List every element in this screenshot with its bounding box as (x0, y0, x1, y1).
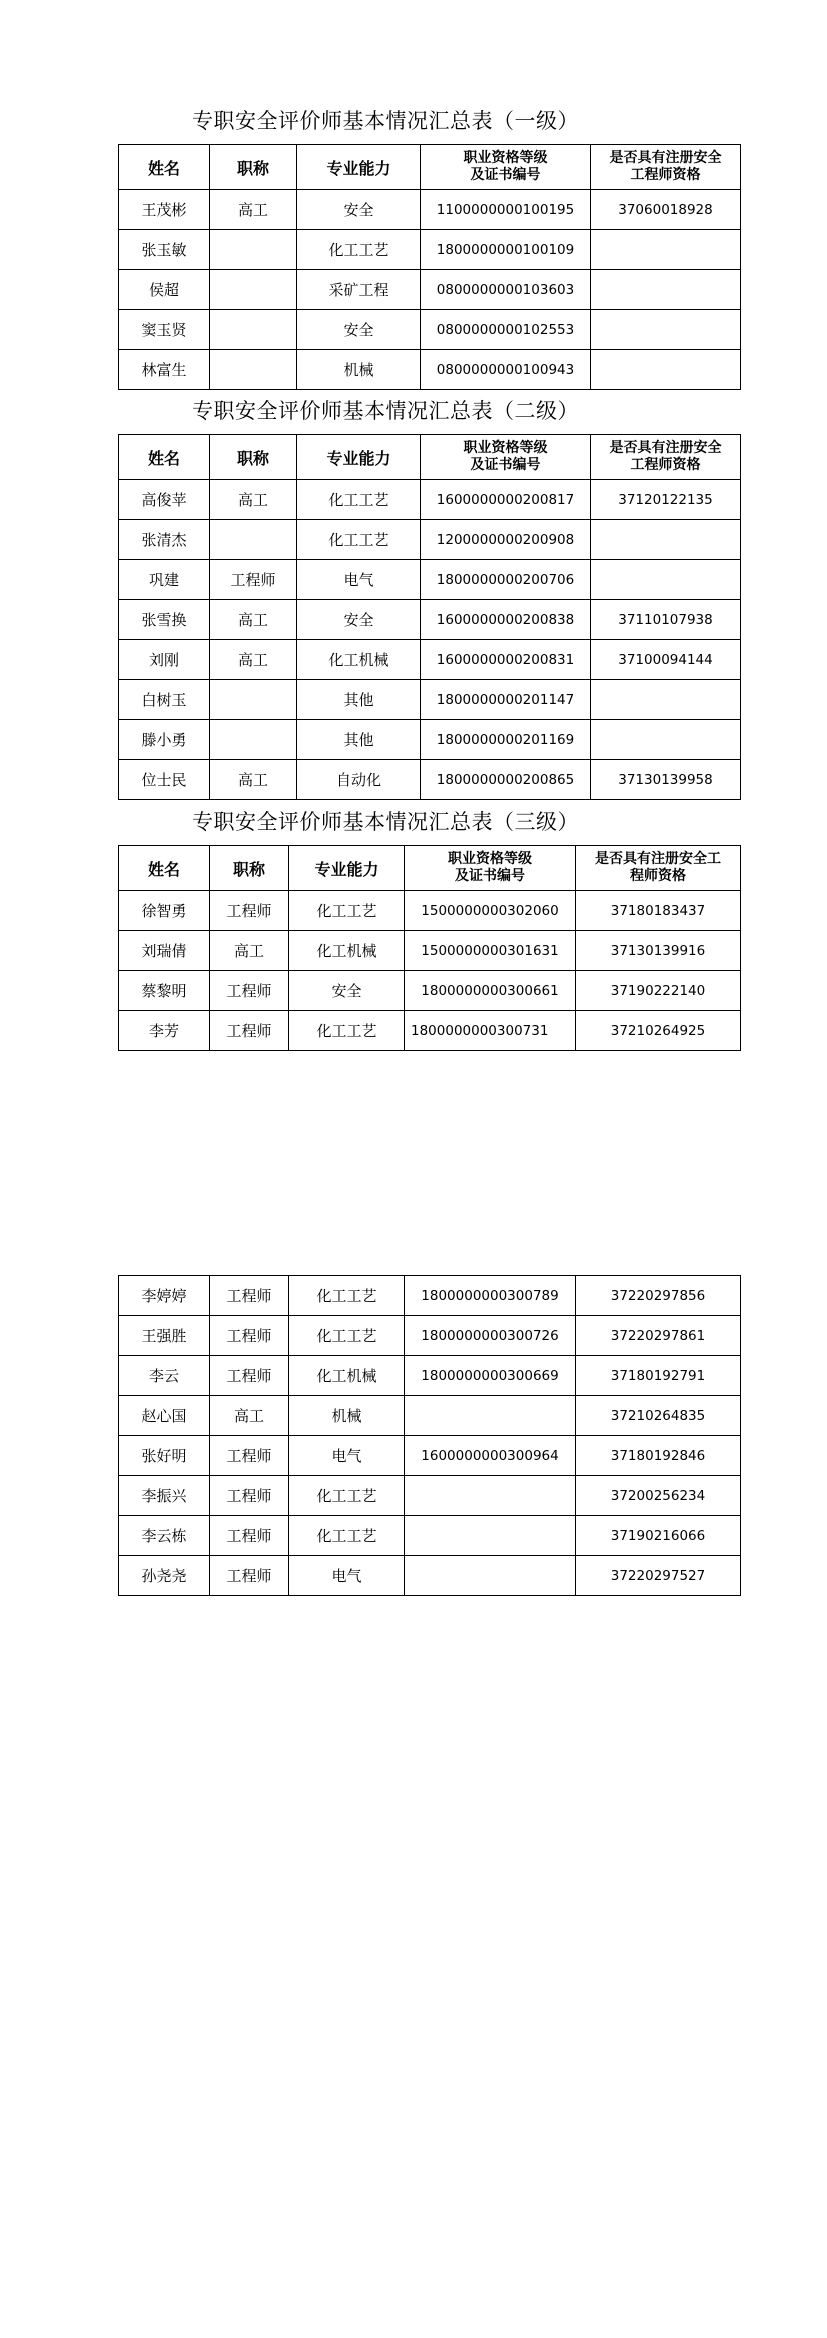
table3-container (118, 845, 740, 1051)
cell-ability: 机械 (297, 350, 421, 390)
cell-ability: 其他 (297, 680, 421, 720)
cell-name: 刘瑞倩 (119, 931, 210, 971)
header-registered-line2: 工程师资格 (630, 457, 701, 473)
cell-name: 滕小勇 (119, 720, 210, 760)
cell-name: 李振兴 (119, 1476, 210, 1516)
cell-ability: 安全 (289, 971, 405, 1011)
cell-title: 高工 (210, 760, 297, 800)
cell-cert (405, 1516, 576, 1556)
table-row (119, 600, 741, 640)
cell-title: 工程师 (210, 1356, 289, 1396)
table1 (118, 144, 741, 390)
table-row (119, 310, 741, 350)
header-registered (591, 145, 741, 190)
table-row (119, 1436, 741, 1476)
cell-title (210, 230, 297, 270)
cell-ability: 化工机械 (289, 1356, 405, 1396)
cell-name: 高俊苹 (119, 480, 210, 520)
cell-cert: 1600000000200831 (421, 640, 591, 680)
table-row (119, 350, 741, 390)
cell-name: 侯超 (119, 270, 210, 310)
cell-title: 工程师 (210, 1516, 289, 1556)
cell-cert: 1800000000100109 (421, 230, 591, 270)
cell-name: 李芳 (119, 1011, 210, 1051)
cell-name: 张雪换 (119, 600, 210, 640)
cell-cert: 1800000000201147 (421, 680, 591, 720)
cell-registered (591, 520, 741, 560)
cell-ability: 化工工艺 (289, 1316, 405, 1356)
cell-title: 高工 (210, 931, 289, 971)
table-row (119, 891, 741, 931)
header-registered (591, 435, 741, 480)
cell-name: 李云 (119, 1356, 210, 1396)
cell-cert: 1800000000300731 (405, 1011, 576, 1051)
cell-registered: 37210264925 (576, 1011, 741, 1051)
cell-ability: 安全 (297, 190, 421, 230)
cell-registered: 37190216066 (576, 1516, 741, 1556)
cell-ability: 化工机械 (297, 640, 421, 680)
cell-ability: 化工工艺 (289, 1516, 405, 1556)
cell-registered: 37200256234 (576, 1476, 741, 1516)
cell-cert: 1500000000301631 (405, 931, 576, 971)
cell-cert: 0800000000102553 (421, 310, 591, 350)
table-row (119, 520, 741, 560)
table2-title: 专职安全评价师基本情况汇总表（二级） (192, 399, 579, 423)
header-registered-line1: 是否具有注册安全 (609, 150, 722, 166)
header-registered-line2: 工程师资格 (630, 167, 701, 183)
cell-registered: 37110107938 (591, 600, 741, 640)
cell-ability: 化工工艺 (297, 230, 421, 270)
table-row (119, 680, 741, 720)
table-row (119, 480, 741, 520)
cell-registered: 37190222140 (576, 971, 741, 1011)
cell-title: 工程师 (210, 1011, 289, 1051)
cell-ability: 化工工艺 (297, 480, 421, 520)
cell-title: 工程师 (210, 971, 289, 1011)
header-cert-line1: 职业资格等级 (463, 150, 548, 166)
cell-cert: 1800000000300789 (405, 1276, 576, 1316)
cell-registered (591, 560, 741, 600)
cell-cert: 1800000000200865 (421, 760, 591, 800)
header-registered-line2: 程师资格 (630, 868, 686, 884)
cell-ability: 化工工艺 (289, 1276, 405, 1316)
header-cert-line1: 职业资格等级 (463, 440, 548, 456)
cell-cert: 0800000000103603 (421, 270, 591, 310)
cell-registered (591, 350, 741, 390)
cell-registered (591, 310, 741, 350)
header-registered-line1: 是否具有注册安全 (609, 440, 722, 456)
cell-name: 王强胜 (119, 1316, 210, 1356)
cell-registered (591, 230, 741, 270)
cell-title: 工程师 (210, 1276, 289, 1316)
cell-cert: 1800000000200706 (421, 560, 591, 600)
cell-title (210, 520, 297, 560)
cell-cert: 1600000000300964 (405, 1436, 576, 1476)
cell-ability: 电气 (289, 1436, 405, 1476)
cell-cert: 1800000000300726 (405, 1316, 576, 1356)
cell-cert: 1500000000302060 (405, 891, 576, 931)
cell-name: 李婷婷 (119, 1276, 210, 1316)
table-row (119, 1356, 741, 1396)
header-cert (405, 846, 576, 891)
cell-name: 张清杰 (119, 520, 210, 560)
header-cert (421, 145, 591, 190)
table4-container (118, 1275, 740, 1596)
cell-registered: 37130139916 (576, 931, 741, 971)
header-cert-line1: 职业资格等级 (448, 851, 532, 867)
table1-container (118, 144, 740, 390)
cell-title: 工程师 (210, 560, 297, 600)
cell-cert: 1800000000300661 (405, 971, 576, 1011)
cell-ability: 化工工艺 (289, 1476, 405, 1516)
cell-cert (405, 1396, 576, 1436)
cell-title: 工程师 (210, 1556, 289, 1596)
cell-registered: 37220297861 (576, 1316, 741, 1356)
cell-title: 工程师 (210, 1436, 289, 1476)
cell-title: 高工 (210, 600, 297, 640)
cell-registered (591, 270, 741, 310)
header-name: 姓名 (119, 435, 210, 480)
table-row (119, 1276, 741, 1316)
cell-name: 白树玉 (119, 680, 210, 720)
cell-cert (405, 1476, 576, 1516)
cell-title: 工程师 (210, 1476, 289, 1516)
table-row (119, 1556, 741, 1596)
cell-title: 工程师 (210, 1316, 289, 1356)
table2-container (118, 434, 740, 800)
cell-ability: 化工工艺 (289, 891, 405, 931)
cell-title (210, 720, 297, 760)
header-name: 姓名 (119, 846, 210, 891)
cell-registered: 37220297856 (576, 1276, 741, 1316)
cell-ability: 化工机械 (289, 931, 405, 971)
header-title: 职称 (210, 846, 289, 891)
table-row (119, 971, 741, 1011)
header-cert-line2: 及证书编号 (455, 868, 525, 884)
cell-cert: 1200000000200908 (421, 520, 591, 560)
cell-title: 高工 (210, 480, 297, 520)
cell-registered: 37120122135 (591, 480, 741, 520)
cell-ability: 安全 (297, 600, 421, 640)
cell-registered: 37220297527 (576, 1556, 741, 1596)
cell-ability: 化工工艺 (297, 520, 421, 560)
header-cert (421, 435, 591, 480)
cell-title (210, 680, 297, 720)
header-registered-line1: 是否具有注册安全工 (595, 851, 721, 867)
cell-ability: 机械 (289, 1396, 405, 1436)
cell-name: 徐智勇 (119, 891, 210, 931)
cell-registered: 37130139958 (591, 760, 741, 800)
cell-name: 王茂彬 (119, 190, 210, 230)
cell-registered: 37060018928 (591, 190, 741, 230)
cell-name: 刘刚 (119, 640, 210, 680)
cell-registered: 37210264835 (576, 1396, 741, 1436)
cell-name: 林富生 (119, 350, 210, 390)
table1-title: 专职安全评价师基本情况汇总表（一级） (192, 109, 579, 133)
cell-registered: 37180183437 (576, 891, 741, 931)
cell-cert: 1100000000100195 (421, 190, 591, 230)
cell-name: 窦玉贤 (119, 310, 210, 350)
header-ability: 专业能力 (297, 435, 421, 480)
header-registered (576, 846, 741, 891)
cell-title (210, 310, 297, 350)
header-title: 职称 (210, 145, 297, 190)
cell-cert: 0800000000100943 (421, 350, 591, 390)
cell-cert: 1600000000200817 (421, 480, 591, 520)
cell-title (210, 270, 297, 310)
cell-name: 巩建 (119, 560, 210, 600)
table-row (119, 640, 741, 680)
table-row (119, 760, 741, 800)
cell-name: 孙尧尧 (119, 1556, 210, 1596)
table2 (118, 434, 741, 800)
cell-ability: 自动化 (297, 760, 421, 800)
cell-cert: 1600000000200838 (421, 600, 591, 640)
table-row (119, 931, 741, 971)
cell-title: 高工 (210, 1396, 289, 1436)
header-title: 职称 (210, 435, 297, 480)
cell-ability: 化工工艺 (289, 1011, 405, 1051)
cell-registered: 37180192846 (576, 1436, 741, 1476)
cell-cert: 1800000000300669 (405, 1356, 576, 1396)
header-row (119, 435, 741, 480)
cell-name: 张好明 (119, 1436, 210, 1476)
header-row (119, 145, 741, 190)
cell-ability: 采矿工程 (297, 270, 421, 310)
header-name: 姓名 (119, 145, 210, 190)
cell-name: 蔡黎明 (119, 971, 210, 1011)
table-row (119, 1011, 741, 1051)
header-cert-line2: 及证书编号 (470, 457, 541, 473)
table-row (119, 1396, 741, 1436)
table4 (118, 1275, 741, 1596)
table-row (119, 190, 741, 230)
header-cert-line2: 及证书编号 (470, 167, 541, 183)
cell-ability: 电气 (297, 560, 421, 600)
header-ability: 专业能力 (297, 145, 421, 190)
cell-title: 高工 (210, 640, 297, 680)
table-row (119, 230, 741, 270)
cell-ability: 安全 (297, 310, 421, 350)
cell-title (210, 350, 297, 390)
header-row (119, 846, 741, 891)
cell-registered: 37180192791 (576, 1356, 741, 1396)
cell-title: 高工 (210, 190, 297, 230)
table-row (119, 1316, 741, 1356)
cell-cert: 1800000000201169 (421, 720, 591, 760)
header-ability: 专业能力 (289, 846, 405, 891)
table3 (118, 845, 741, 1051)
cell-registered: 37100094144 (591, 640, 741, 680)
cell-cert (405, 1556, 576, 1596)
table-row (119, 560, 741, 600)
table3-title: 专职安全评价师基本情况汇总表（三级） (192, 810, 579, 834)
cell-name: 位士民 (119, 760, 210, 800)
cell-name: 张玉敏 (119, 230, 210, 270)
table-row (119, 1476, 741, 1516)
cell-title: 工程师 (210, 891, 289, 931)
table-row (119, 1516, 741, 1556)
cell-ability: 电气 (289, 1556, 405, 1596)
cell-name: 赵心国 (119, 1396, 210, 1436)
cell-registered (591, 720, 741, 760)
table-row (119, 720, 741, 760)
cell-name: 李云栋 (119, 1516, 210, 1556)
table-row (119, 270, 741, 310)
cell-registered (591, 680, 741, 720)
cell-ability: 其他 (297, 720, 421, 760)
